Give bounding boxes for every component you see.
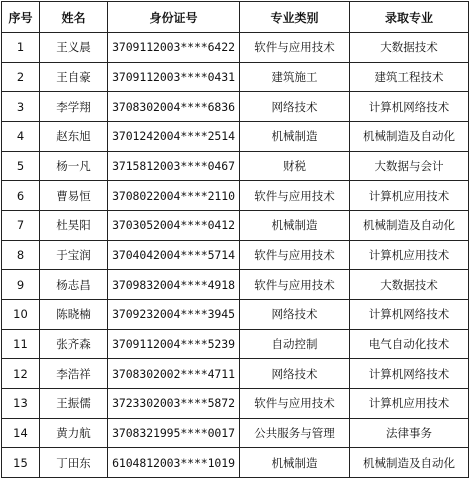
table-row xyxy=(2,62,469,92)
header-category: 专业类别 xyxy=(240,2,350,33)
cell-name: 王义晨 xyxy=(40,33,108,63)
cell-name: 黄力航 xyxy=(40,418,108,448)
cell-id-number: 3709112003****0431 xyxy=(108,62,240,92)
cell-category: 软件与应用技术 xyxy=(240,33,350,63)
cell-id-number: 3709232004****3945 xyxy=(108,299,240,329)
cell-id-number: 3703052004****0412 xyxy=(108,210,240,240)
header-id-number: 身份证号 xyxy=(108,2,240,33)
admission-table xyxy=(1,1,469,478)
cell-index: 15 xyxy=(2,448,40,478)
cell-major: 机械制造及自动化 xyxy=(350,448,469,478)
table-row xyxy=(2,329,469,359)
header-name: 姓名 xyxy=(40,2,108,33)
table-row xyxy=(2,359,469,389)
cell-category: 软件与应用技术 xyxy=(240,240,350,270)
table-row xyxy=(2,151,469,181)
cell-major: 大数据与会计 xyxy=(350,151,469,181)
cell-id-number: 3708302002****4711 xyxy=(108,359,240,389)
cell-name: 李学翔 xyxy=(40,92,108,122)
cell-name: 杜昊阳 xyxy=(40,210,108,240)
cell-name: 赵东旭 xyxy=(40,121,108,151)
table-row xyxy=(2,92,469,122)
table-row xyxy=(2,121,469,151)
cell-index: 14 xyxy=(2,418,40,448)
cell-major: 计算机网络技术 xyxy=(350,299,469,329)
cell-category: 软件与应用技术 xyxy=(240,181,350,211)
cell-category: 建筑施工 xyxy=(240,62,350,92)
table-row xyxy=(2,181,469,211)
cell-category: 自动控制 xyxy=(240,329,350,359)
cell-major: 计算机应用技术 xyxy=(350,388,469,418)
cell-index: 6 xyxy=(2,181,40,211)
cell-id-number: 3709112003****6422 xyxy=(108,33,240,63)
cell-id-number: 3708022004****2110 xyxy=(108,181,240,211)
table-row xyxy=(2,210,469,240)
cell-index: 12 xyxy=(2,359,40,389)
cell-name: 陈晓楠 xyxy=(40,299,108,329)
cell-name: 杨一凡 xyxy=(40,151,108,181)
cell-index: 4 xyxy=(2,121,40,151)
cell-category: 网络技术 xyxy=(240,92,350,122)
cell-major: 法律事务 xyxy=(350,418,469,448)
cell-index: 13 xyxy=(2,388,40,418)
cell-index: 9 xyxy=(2,270,40,300)
cell-major: 计算机应用技术 xyxy=(350,240,469,270)
cell-index: 10 xyxy=(2,299,40,329)
cell-major: 计算机网络技术 xyxy=(350,92,469,122)
cell-category: 软件与应用技术 xyxy=(240,388,350,418)
cell-major: 大数据技术 xyxy=(350,270,469,300)
cell-category: 公共服务与管理 xyxy=(240,418,350,448)
cell-category: 财税 xyxy=(240,151,350,181)
cell-index: 2 xyxy=(2,62,40,92)
table-row xyxy=(2,33,469,63)
table-row xyxy=(2,448,469,478)
cell-major: 机械制造及自动化 xyxy=(350,121,469,151)
cell-id-number: 3709832004****4918 xyxy=(108,270,240,300)
cell-category: 机械制造 xyxy=(240,121,350,151)
cell-id-number: 6104812003****1019 xyxy=(108,448,240,478)
cell-major: 计算机网络技术 xyxy=(350,359,469,389)
table-row xyxy=(2,270,469,300)
cell-index: 11 xyxy=(2,329,40,359)
cell-major: 电气自动化技术 xyxy=(350,329,469,359)
table-row xyxy=(2,418,469,448)
cell-name: 于宝润 xyxy=(40,240,108,270)
header-major: 录取专业 xyxy=(350,2,469,33)
cell-id-number: 3708321995****0017 xyxy=(108,418,240,448)
cell-major: 大数据技术 xyxy=(350,33,469,63)
cell-major: 计算机应用技术 xyxy=(350,181,469,211)
cell-name: 丁田东 xyxy=(40,448,108,478)
cell-category: 网络技术 xyxy=(240,299,350,329)
table-row xyxy=(2,299,469,329)
cell-index: 1 xyxy=(2,33,40,63)
cell-category: 机械制造 xyxy=(240,210,350,240)
cell-category: 网络技术 xyxy=(240,359,350,389)
table-row xyxy=(2,388,469,418)
cell-index: 7 xyxy=(2,210,40,240)
cell-index: 3 xyxy=(2,92,40,122)
header-index: 序号 xyxy=(2,2,40,33)
cell-id-number: 3715812003****0467 xyxy=(108,151,240,181)
cell-name: 王自豪 xyxy=(40,62,108,92)
cell-id-number: 3709112004****5239 xyxy=(108,329,240,359)
table-row xyxy=(2,240,469,270)
cell-category: 软件与应用技术 xyxy=(240,270,350,300)
cell-id-number: 3704042004****5714 xyxy=(108,240,240,270)
cell-index: 8 xyxy=(2,240,40,270)
cell-name: 曹易恒 xyxy=(40,181,108,211)
table-header-row xyxy=(2,2,469,33)
cell-id-number: 3701242004****2514 xyxy=(108,121,240,151)
cell-major: 机械制造及自动化 xyxy=(350,210,469,240)
cell-name: 杨志昌 xyxy=(40,270,108,300)
cell-name: 王振儒 xyxy=(40,388,108,418)
cell-major: 建筑工程技术 xyxy=(350,62,469,92)
cell-name: 张齐森 xyxy=(40,329,108,359)
cell-name: 李浩祥 xyxy=(40,359,108,389)
cell-id-number: 3723302003****5872 xyxy=(108,388,240,418)
cell-category: 机械制造 xyxy=(240,448,350,478)
cell-index: 5 xyxy=(2,151,40,181)
cell-id-number: 3708302004****6836 xyxy=(108,92,240,122)
